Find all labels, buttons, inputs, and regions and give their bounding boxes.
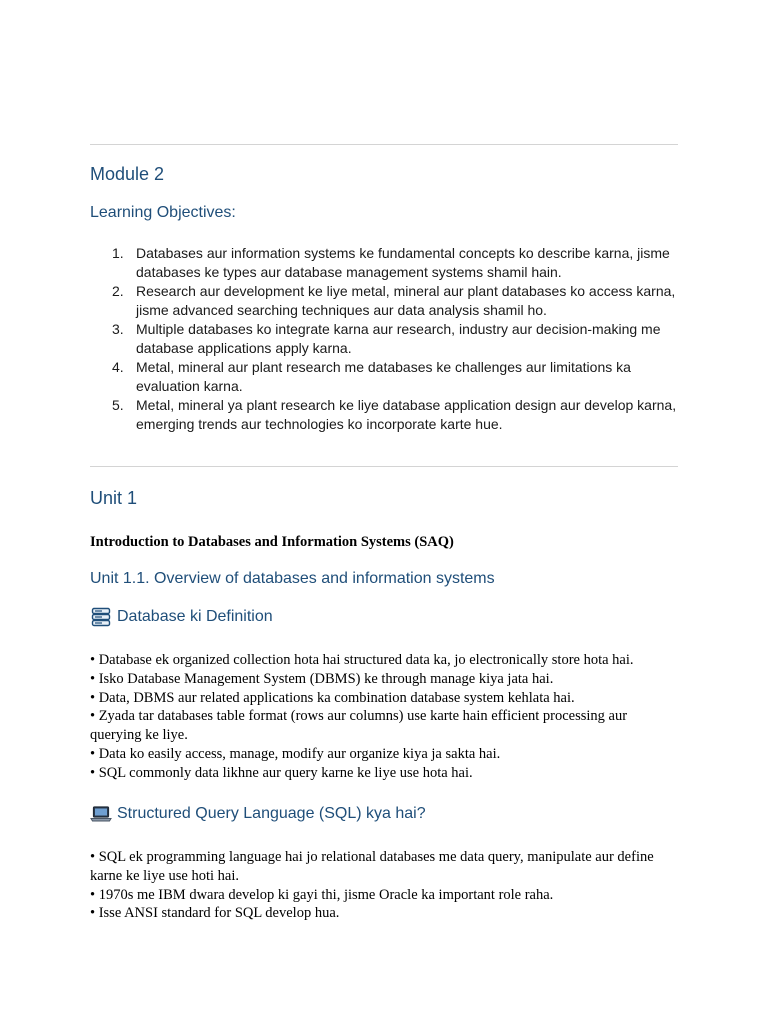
sql-heading — [90, 803, 426, 825]
module-title: Module 2 — [90, 164, 165, 184]
definition-bullet: • Database ek organized collection hota hai structured data ka, jo electronically store hota hai. — [90, 652, 634, 668]
objective-text: Metal, mineral ya plant research ke liye database application design aur develop karna, emerging trends aur technologies ko incorporate karte hue. — [136, 397, 677, 432]
sql-bullets — [90, 848, 678, 923]
objective-item — [90, 244, 678, 281]
unit-title: Unit 1 — [90, 488, 138, 508]
objective-text: Databases aur information systems ke fundamental concepts ko describe karna, jisme databases ke types aur database management systems shamil hain. — [136, 245, 670, 280]
objective-number: 5. — [112, 397, 124, 413]
divider-middle — [90, 466, 678, 467]
objective-number: 3. — [112, 321, 124, 337]
definition-bullet: • Zyada tar databases table format (rows aur columns) use karte hain efficient processing aur querying ke liye. — [90, 708, 628, 744]
objective-item — [90, 358, 678, 395]
definition-heading-text: Database ki Definition — [117, 608, 273, 625]
definition-heading — [90, 606, 273, 628]
objective-number: 4. — [112, 359, 124, 375]
sql-bullet: • 1970s me IBM dwara develop ki gayi thi, jisme Oracle ka important role raha. — [90, 886, 554, 903]
objectives-heading: Learning Objectives: — [90, 204, 236, 221]
objective-number: 1. — [112, 245, 124, 261]
objectives-list — [90, 244, 678, 434]
definition-bullet: • SQL commonly data likhne aur query karne ke liye use hota hai. — [90, 764, 473, 781]
objective-text: Multiple databases ko integrate karna aur research, industry aur decision-making me database applications apply karna. — [136, 321, 661, 356]
database-icon — [90, 607, 112, 627]
objective-text: Metal, mineral aur plant research me databases ke challenges aur limitations ka evaluation karna. — [136, 359, 631, 394]
objective-item — [90, 396, 678, 433]
definition-bullets — [90, 651, 678, 783]
divider-top — [90, 144, 678, 145]
definition-bullet: • Data ko easily access, manage, modify aur organize kiya ja sakta hai. — [90, 745, 501, 762]
saq-title: Introduction to Databases and Information Systems (SAQ) — [90, 534, 454, 550]
definition-bullet: • Data, DBMS aur related applications ka combination database system kehlata hai. — [90, 689, 575, 706]
definition-bullet: • Isko Database Management System (DBMS) ke through manage kiya jata hai. — [90, 670, 554, 687]
laptop-icon — [90, 804, 112, 824]
objective-number: 2. — [112, 283, 124, 299]
sql-bullet: • Isse ANSI standard for SQL develop hua. — [90, 905, 340, 922]
sql-bullet: • SQL ek programming language hai jo relational databases me data query, manipulate aur define karne ke liye use hoti hai. — [90, 849, 654, 884]
overview-heading: Unit 1.1. Overview of databases and information systems — [90, 570, 495, 587]
objective-text: Research aur development ke liye metal, mineral aur plant databases ko access karna, jisme advanced searching techniques aur data analysis shamil ho. — [136, 283, 676, 318]
objective-item — [90, 320, 678, 357]
sql-heading-text: Structured Query Language (SQL) kya hai? — [117, 805, 426, 822]
objective-item — [90, 282, 678, 319]
